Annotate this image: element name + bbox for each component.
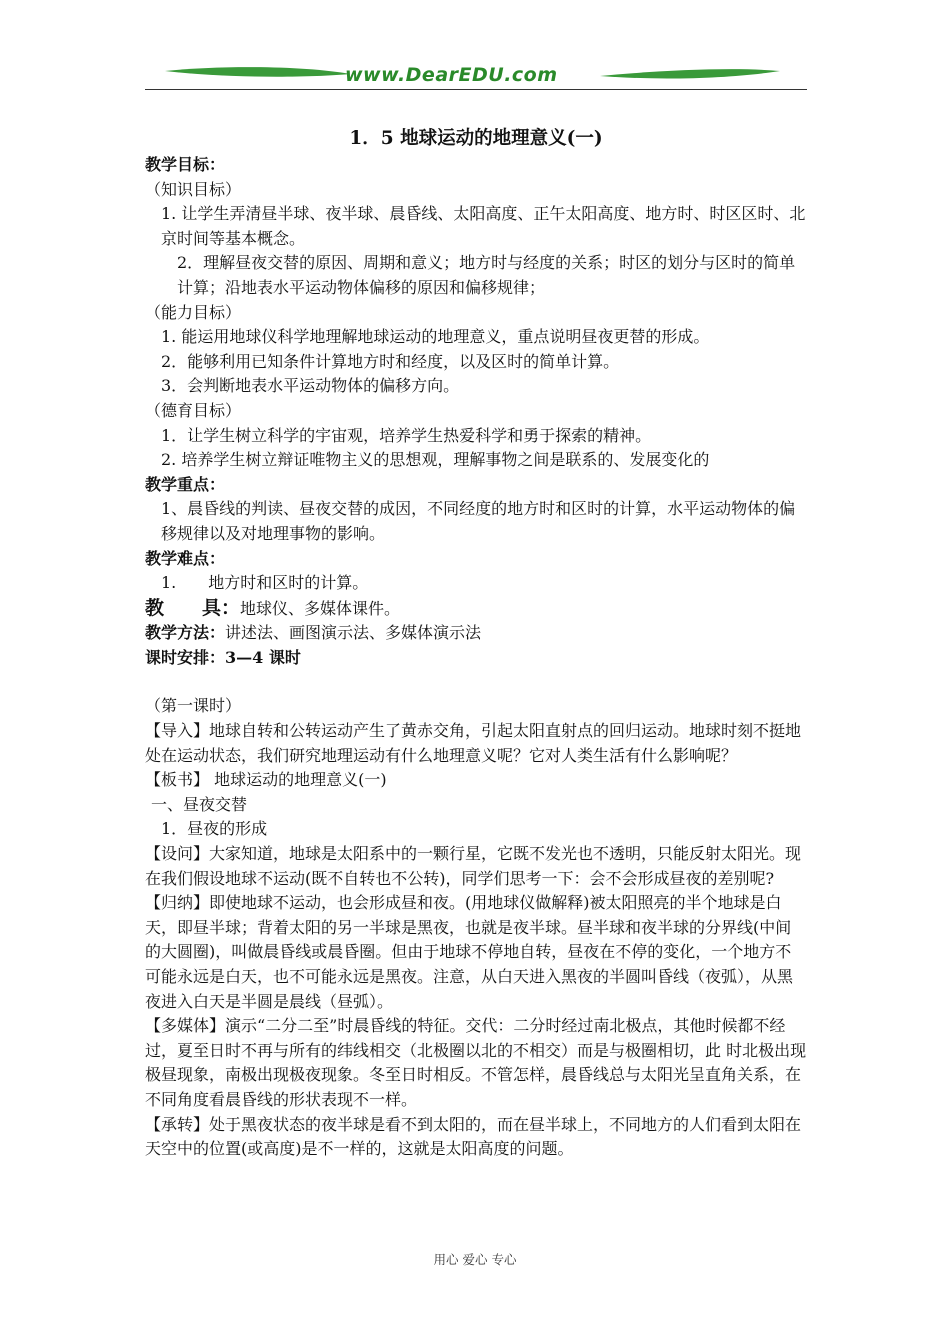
spacer — [145, 670, 807, 694]
ability-item-2: 2．能够利用已知条件计算地方时和经度，以及区时的简单计算。 — [161, 351, 620, 371]
objectives-heading: 教学目标： — [145, 155, 226, 174]
multimedia-paragraph: 【多媒体】演示“二分二至”时晨昏线的特征。交代：二分时经过南北极点，其他时候都不经过，夏至日时不再与所有的纬线相交（北极圈以北的不相交）而是与极圈相切，此 时北极出现极昼现象，南极出现极夜现象。冬至日时相反。不管怎样，晨昏线总与太阳光呈直角关系，在不同角度看晨昏线的形状表现不一样。 — [145, 1016, 807, 1109]
key-points-text: 1、晨昏线的判读、昼夜交替的成因，不同经度的地方时和区时的计算，水平运动物体的偏移规律以及对地理事物的影响。 — [161, 499, 796, 543]
methods-text: 讲述法、画图演示法、多媒体演示法 — [225, 623, 482, 643]
intro-paragraph: 【导入】地球自转和公转运动产生了黄赤交角，引起太阳直射点的回归运动。地球时刻不挺地处在运动状态，我们研究地理运动有什么地理意义呢？它对人类生活有什么影响呢？ — [145, 721, 802, 765]
hours-text: 3—4 课时 — [225, 647, 301, 667]
page-title: 1．5 地球运动的地理意义(一) — [349, 128, 603, 149]
header-divider — [145, 89, 807, 90]
ability-item-3: 3．会判断地表水平运动物体的偏移方向。 — [161, 376, 460, 396]
site-logo-text: www.DearEDU.com — [345, 64, 558, 86]
moral-heading: （德育目标） — [145, 400, 242, 420]
knowledge-heading: （知识目标） — [145, 179, 242, 199]
section-heading: 一、昼夜交替 — [151, 794, 248, 814]
moral-item-2: 2. 培养学生树立辩证唯物主义的思想观，理解事物之间是联系的、发展变化的 — [161, 450, 710, 470]
lesson-label: （第一课时） — [145, 696, 242, 716]
methods-label: 教学方法： — [145, 623, 226, 643]
subsection-heading: 1．昼夜的形成 — [161, 819, 268, 839]
summary-paragraph: 【归纳】即使地球不运动，也会形成昼和夜。(用地球仪做解释)被太阳照亮的半个地球是白天，即昼半球；背着太阳的另一半球是黑夜，也就是夜半球。昼半球和夜半球的分界线(中间的大圆圈)，叫做晨昏线或晨昏圈。但由于地球不停地自转，昼夜在不停的变化，一个地方不可能永远是白天，也不可能永远是黑夜。注意，从白天进入黑夜的半圆叫昏线（夜弧），从黑夜进入白天是半圆是晨线（昼弧）。 — [145, 893, 794, 1011]
knowledge-item-1: 1. 让学生弄清昼半球、夜半球、晨昏线、太阳高度、正午太阳高度、地方时、时区区时、北京时间等基本概念。 — [161, 204, 806, 248]
methods-line — [145, 621, 807, 646]
difficulty-heading: 教学难点： — [145, 548, 226, 568]
tools-line — [145, 596, 807, 622]
key-points-heading: 教学重点： — [145, 474, 226, 494]
knowledge-item-2: 2．理解昼夜交替的原因、周期和意义；地方时与经度的关系；时区的划分与区时的简单计算；沿地表水平运动物体偏移的原因和偏移规律； — [177, 253, 796, 297]
difficulty-text: 1. 地方时和区时的计算。 — [161, 573, 369, 593]
page-footer: 用心 爱心 专心 — [433, 1252, 517, 1267]
hours-line — [145, 646, 807, 671]
question-paragraph: 【设问】大家知道，地球是太阳系中的一颗行星，它既不发光也不透明，只能反射太阳光。现在我们假设地球不运动(既不自转也不公转)，同学们思考一下：会不会形成昼夜的差别呢? — [145, 844, 802, 888]
hours-label: 课时安排： — [145, 647, 226, 667]
document-body — [145, 126, 807, 1162]
tools-label: 教 具： — [145, 596, 241, 619]
ability-heading: （能力目标） — [145, 302, 242, 322]
tools-text: 地球仪、多媒体课件。 — [240, 598, 401, 618]
ability-item-1: 1. 能运用地球仪科学地理解地球运动的地理意义，重点说明昼夜更替的形成。 — [161, 327, 710, 347]
moral-item-1: 1．让学生树立科学的宇宙观，培养学生热爱科学和勇于探索的精神。 — [161, 425, 652, 445]
transition-paragraph: 【承转】处于黑夜状态的夜半球是看不到太阳的，而在昼半球上，不同地方的人们看到太阳在天空中的位置(或高度)是不一样的，这就是太阳高度的问题。 — [145, 1114, 802, 1159]
board-paragraph: 【板书】 地球运动的地理意义(一) — [145, 770, 387, 790]
